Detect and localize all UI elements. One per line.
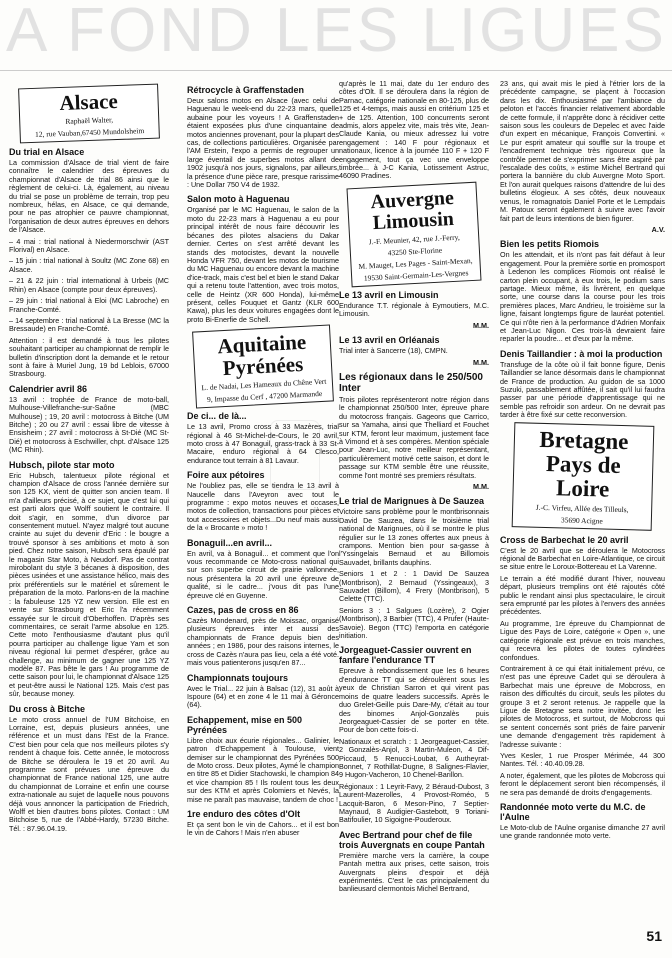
article-title: Hubsch, pilote star moto [9, 459, 115, 470]
article-paragraph: – 15 juin : trial national à Soultz (MC Zone 68) en Alsace. [9, 256, 169, 274]
article-title: Jorgeaguet-Cassier ouvrent en fanfare l'endurance TT [339, 645, 472, 666]
article-paragraph: Organisé par le MC Haguenau, le salon de la moto du 22-23 mars à Haguenau a eu pour principal intérêt de nous faire découvrir les bécanes des pilotes alsaciens du Dakar dernier. Certes on s'est arrêté devant les stands des motocistes, devant la nouvelle Honda VFR 750, devant les motos de tourisme du MC Haguenau ou encore devant la machine d'ice-track, mais c'est bel et bien le stand Dakar qui a retenu toute l'attention, avec trois motos, celle de Heintz (XR 600 Honda), lui-même présent, celles Fouquet et Gantz (KLR 600 Kawa), plus les deux voitures engagées dont le proto Bi-Enerfie de Schell. [187, 205, 339, 324]
article-paragraph: Epreuve à rebondissement que les 6 heures d'endurance TT qui se déroulèrent sous les yeux de Christian Sarron et qui virent pas moins de quatre leaders successifs. Après le duo Grelet-Geille puis Dare-My, c'était au tour des binomes Anjol-Gonzalès puis Jeorgeaguet-Cassier de se porter en tête. Pour de bon cette fois-ci. [339, 666, 489, 735]
article-title: Calendrier avril 86 [9, 383, 88, 394]
region-name: Auvergne Limousin [370, 186, 455, 235]
article-paragraph: Attention : il est demandé à tous les pilotes souhaitant participer au championnat de remplir le bulletin d'inscription dont la demande et le retour sont à faire à Muriel Jung, 19 bd Leblois, 67000 Strasbourg. [9, 335, 169, 379]
column-4 [500, 80, 665, 940]
article-paragraph: Victoire sans problème pour le montbrisonnais David De Sauzea, dans le troisième trial national de Marignues, où il se montre le plus régulier sur le 13 zones offertes aux pneus à crampons. Mention bien pour sa-gasse à l'Yssingelais Bernaud et au Billomois Sauvadet, brillants dauphins. [339, 507, 489, 567]
region-address-line2: 35690 Acigne [560, 515, 603, 526]
article-signature: M.M. [473, 481, 489, 491]
column-2 [187, 80, 339, 940]
article-signature: A.V. [651, 224, 665, 234]
region-name: Aquitaine Pyrénées [216, 329, 307, 381]
article-title: Championnats toujours [187, 672, 288, 683]
article-paragraph: Trial inter à Sancerre (18), CMPN. [339, 346, 448, 356]
region-box-alsace [18, 84, 160, 144]
page-number: 51 [646, 928, 662, 944]
article-paragraph: – 14 septembre : trial national à La Bresse (MC la Bressaude) en Franche-Comté. [9, 315, 169, 334]
article-paragraph: – 29 juin : trial national à Eloi (MC Labroche) en Franche-Comté. [9, 296, 169, 314]
region-name: Bretagne Pays de Loire [538, 426, 629, 502]
article-paragraph: Et ça sent bon le vin de Cahors... et il est bon le vin de Cahors ! Mais n'en abuser [187, 819, 339, 838]
region-box-bretagne [511, 422, 654, 531]
article-paragraph: Endurance T.T. régionale à Eymoutiers, M.C. Limousin. [339, 300, 489, 319]
region-address-line2: 43250 Ste-Florine [387, 245, 443, 258]
article-paragraph: La commission d'Alsace de trial vient de faire connaître le calendrier des épreuves du championnat d'Alsace de trial 86 ainsi que le règlement de celui-ci. Là, également, au niveau du trial se pose un problème de terrain, trop peu nombreux, hélas, en Alsace, ce qui demande, pour ne pas atrophier ce pauvre championnat, l'organisation de deux autres épreuves en dehors de l'Alsace. [9, 158, 169, 235]
article-title: Avec Bertrand pour chef de file trois Auvergnats en coupe Pantah [339, 829, 485, 850]
article-paragraph: Avec le Trial... 22 juin à Balsac (12), 31 août à Ispoure (64) et en zone 4 le 11 mai à Géronce (64). [187, 683, 339, 710]
region-address-line1: L. de Nadai, Les Hameaux du Chêne Vert [201, 376, 327, 393]
article-signature: M.M. [473, 320, 489, 330]
article-paragraph: A noter, également, que les pilotes de Mobcross qui feront le déplacement seront bien récompensés, il ne sera pas demandé de droits d'engagements. [500, 770, 665, 797]
region-address-line1: J.-F. Meunier, 42, rue J.-Ferry, [368, 232, 460, 247]
article-title: Rétrocycle à Graffenstaden [187, 85, 305, 95]
article-paragraph: Contrairement à ce qui était initialement prévu, ce n'est pas une épreuve Cadet qui se déroulera à Barbechat mais une épreuve de Mobcross, en raison des difficultés du circuit, seuls les pilotes du groupe 3 et 2 seront retenus. Je rappelle que la Ligue de Bretagne sera notre invitée, donc les pilotes de Motocross, et surtout, de Mobcross qui se sentent concernés sont priés de faire parvenir une demande d'engagement très rapidement à l'adresse suivante : [500, 663, 665, 749]
region-address-line1: Raphaël Walter, [65, 115, 114, 126]
article-paragraph: Ne l'oubliez pas, elle se tiendra le 13 avril à Naucelle dans l'Aveyron avec tout le programme : expo motos neuves et occases, motos de collection, transactions pour pièces et tout accessoires et objets...Du neuf mais aussi de la « Brocante » moto ! [187, 481, 339, 533]
article-title: Cazes, pas de cross en 86 [187, 605, 299, 616]
article-paragraph: Première marche vers la carrière, la coupe Pantah mettra aux prises, cette saison, trois Auvergnats pleins d'espoir et déjà expérimentés. C'est le cas principalement du banlieusard clermontois Michel Bertrand, [339, 850, 489, 894]
region-box-aquitaine [192, 325, 334, 409]
article-title: Denis Taillandier : à moi la production [500, 348, 663, 359]
article-title: Echappement, mise en 500 Pyrénées [187, 714, 303, 735]
region-address-line3: M. Mauget, Les Pages - Saint-Mexan, [358, 255, 473, 271]
article-paragraph: Le Moto-club de l'Aulne organise dimanche 27 avril une grande randonnée moto verte. [500, 823, 665, 841]
article-paragraph: Au programme, 1re épreuve du Championnat de Ligue des Pays de Loire, catégorie « Open », une catégorie régionale est prévue en trois manches, qui recevra les pilotes de toutes cylindrées confondues. [500, 618, 665, 662]
article-title: Cross de Barbechat le 20 avril [500, 534, 629, 545]
page-header-title: A FOND LES LIGUES [6, 2, 667, 60]
article-signature: M.M. [473, 357, 489, 367]
region-address-line4: 19530 Saint-Germain-Les-Vergnes [363, 268, 469, 283]
article-paragraph: C'est le 20 avril que se déroulera le Motocross régional de Barbechat en Loire-Atlantique, ce circuit se situe entre le Loroux-Bottereau et La Varenne. [500, 545, 665, 572]
article-paragraph: 13 avril : trophée de France de moto-ball, Mulhouse-Villefranche-sur-Saône (MBC Mulhouse) ; 19, 20 avril : motocross à Bitche (UM Bitche) ; 20 ou 27 avril : essai libre de vitesse à Ensisheim ; 27 avril : motocross à St-Dié (MC St-Dié) et motocross à Eschwiller, chpt. d'Alsace 125 (MC Rhin). [9, 394, 169, 455]
article-paragraph: Régionaux : 1 Leyrit-Favy, 2 Béraud-Dubost, 3 Laurent-Mazerolles, 4 Provost-Roméo, 5 Lacquit-Baron, 6 Meson-Pino, 7 Septier-Maynaud, 8 Audigier-Gastebott, 9 Toriani-Batifoulier, 10 Sigoigne-Pouderoux. [339, 781, 489, 825]
article-title: Le 13 avril en Limousin [339, 289, 439, 300]
region-box-auvergne [346, 182, 481, 288]
article-title: Foire aux pétoires [187, 470, 265, 481]
column-3 [339, 80, 489, 940]
article-title: Les régionaux dans le 250/500 Inter [339, 371, 483, 394]
article-title: Salon moto à Haguenau [187, 194, 290, 205]
article-title: Du cross à Bitche [9, 703, 86, 714]
article-paragraph: – 21 & 22 juin : trial international à Urbeis (MC Rhin) en Alsace (compte pour deux épreuves). [9, 276, 169, 294]
header-divider [0, 70, 672, 71]
article-paragraph: Deux salons motos en Alsace (avec celui de Haguenau le week-end du 22-23 mars, quelle aubaine pour les voyeurs ! A Graffenstaden étaient exposées plus d'une cinquantaine de motos anciennes provenant, pour la plupart des cas, de collections particulières. Organisée par l'AM Erstein, l'expo a permis de regrouper un large éventail de superbes motos allant de 1902 jusqu'à nos jours, signalons, par ailleurs, la présence d'une pièce rare, presque rarissime : Une Dollar 750 V4 de 1932. [187, 96, 339, 190]
article-title: 1re enduro des côtes d'Olt [187, 808, 301, 819]
article-paragraph: – 4 mai : trial national à Niedermorschwir (AST Florival) en Alsace. [9, 236, 169, 255]
article-paragraph: Cazès Mondenard, près de Moissac, organisé plusieurs épreuves inter et aussi des championnats de France depuis bien des années ; en 1986, pour des raisons internes, le cross de Cazès n'aura pas lieu, cela a été voté. mais vous patienterons jusqu'en 87... [187, 616, 339, 668]
region-name: Alsace [59, 88, 119, 116]
article-title: De ci... de là... [187, 411, 247, 422]
article-paragraph: Le moto cross annuel de l'UM Bitchoise, en Lorraine, est, depuis plusieurs années, une référence et un must dans l'Est de la France. C'est bien pour cela que nos meilleurs pilotes s'y rendent à chaque fois. Cette année, le motocross de Bitche se déroulera le 19 et 20 avril. Au programme sont prévues une épreuve du championnat de France national 125, une autre du championnat de Lorraine et enfin une course extra-nationale au sujet de laquelle nous pouvons déjà vous annoncer la participation de Friedrich, Wolff et bien d'autres bons pilotes. Contact : UM Bitchoise 5, rue de l'Abbé-Hardy, 57230 Bitche. Tél. : 87.96.04.19. [9, 714, 169, 833]
article-paragraph: Le terrain a été modifié durant l'hiver, nouveau départ, plusieurs tremplins ont été rajoutés côté public le rendant ainsi plus spectaculaire, le circuit sera emprunté par les pilotes à l'envers des années précédentes. [500, 573, 665, 617]
article-title: Le 13 avril en Orléanais [339, 335, 440, 346]
article-paragraph: On les attendait, et ils n'ont pas fait défaut à leur engagement. Pour la première sortie en promosport à Ledenon les complices Riomois ont réalisé le carton plein occupant, à eux trois, le podium sans partage. Mieux même, ils livrèrent, en quelque sorte, une course dans la course pour les trois premières places, Marc Andrieu, le troisième sur la ligne, faisant longtemps figure de lauréat potentiel. Ce qui n'ôte rien à la performance d'Adrien Monfaix et Jean-Luc Nigon. Ces trois-là devraient faire reparler la poudre... et d'eux par la même. [500, 250, 665, 344]
article-paragraph: Seniors 3 : 1 Salgues (Lozère), 2 Ogier (Montbrison), 3 Barbier (TTC), 4 Prufer (Haute-Savoie). Begon (TTC) l'emporta en catégorie initiation. [339, 605, 489, 641]
region-address-line2: 9, Impasse du Cerf , 47200 Marmande [206, 389, 323, 405]
article-title: Bonaguil...en avril... [187, 537, 273, 548]
article-title: Bien les petits Riomois [500, 239, 600, 250]
article-title: Randonnée moto verte du M.C. de l'Aulne [500, 802, 646, 822]
article-paragraph: En avril, va à Bonaguil... et comment que l'on vous recommande ce Moto-cross national qui sur son superbe circuit de prairie vallonnée, nous présentera la 20 avril une épreuve de qualité, si le cadre... j'vous dit pas l'une épreuve clé en Guyenne. [187, 548, 339, 600]
article-title: Du trial en Alsace [9, 147, 85, 157]
article-paragraph: Trois pilotes représenteront notre région dans le championnat 250/500 Inter, épreuve phare du motocross français. Gageons que Carrico, sur sa Yamaha, ainsi que Thelliard et Fouchet sur KTM, feront leur maximum, justement face à Vimond et à ses compères. Mention spéciale pour Jean-Luc, notre meilleur représentant, particulièrement motivé cette saison, et dont le passage sur KTM semble être une réussite, comme l'ont montré ses premiers résultats. [339, 394, 489, 480]
article-paragraph: Yves Kesler, 1 rue Prosper Mérimée, 44 300 Nantes. Tél. : 40.40.09.28. [500, 750, 665, 769]
article-paragraph: Transfuge de la côte où il fait bonne figure, Denis Taillandier se lance désormais dans le championnat de France de production. Au guidon de sa 1000 Suzuki, passablement affûtée, il sait qu'il lui faudra passer par une période d'apprentissage qui ne semble pas refroidir son ardeur. On ne devrait pas tarder à être fixé sur cette reconversion. [500, 359, 665, 420]
article-paragraph: qu'après le 11 mai, date du 1er enduro des côtes d'Olt. Il se déroulera dans la région de Parnac, catégorie nationale en 80-125, plus de 125 et 4-temps, mais aussi en critérium 125 et + de 125. Attention, 100 concurrents seront admis, alors appelez vite, mais très vite, Jean-Claude Kania, ou mieux adressez lui votre engagement : 140 F pour régionaux et nationaux, licence à la journée 110 F + 120 F engagement, tout ça vec une enveloppe timbrée... à J-C Kania, Lotissement Astruc, 46090 Pradines. [339, 80, 489, 181]
region-address-line2: 12, rue Vauban,67450 Mundolsheim [34, 126, 145, 139]
article-paragraph: Le 13 avril, Promo cross à 33 Mazères, trial régional à 46 St-Michel-de-Cours, le 20 avril, moto cross à 47 Bonaguil, grass-track à 33 St-Macaire, enduro régional à 64 Clesco, endurance tout terrain à 81 Lavaur. [187, 422, 339, 465]
region-address-line1: J.-C. Virfeu, Allée des Tilleuls, [535, 502, 629, 514]
article-paragraph: 23 ans, qui avait mis le pied à l'étrier lors de la précédente campagne, se plaçent à l'occasion dans les dix. Enthousiasmé par l'ambiance du peloton et l'accès financier relativement abordable de cette formule, il n'apprête donc à récidiver cette saison sous les couleurs de Depelec et avec l'aide d'un expert en mécanique, François Convertini. « Le pur esprit amateur qui souffle sur la troupe et l'encadrement technique très rigoureux que la contrôle permet de s'exprimer sans être aspiré par l'escalade des coûts, » estime Michel Bertrand qui portera la bannière du club Auvergne Moto Sport. Et l'on aurait quelques raisons d'attendre de lui des bulletins élogieux. A ses côtés, deux nouveaux venus, le romagnatois Daniel Porte et le Lempdais M. Patoux seront également à suivre avec l'avoir fait part de leurs intentions de bien figurer. [500, 80, 665, 223]
column-1 [9, 80, 169, 940]
article-paragraph: Libre choix aux écurie régionales... Galinier, le patron d'Echappement à Toulouse, vient demiser sur le championnat des Pyrénées 500 de Moto cross. Deux pilotes, Aymé le champion en titre 85 et Didier Stachowski, le champion 84 et vice champion 85 ! Ils roulent tous les deux sur des KTM et après Colomiers et Nevés, la mise ne paraît pas mauvaise, tandem de choc ! [187, 735, 339, 804]
article-paragraph: Nationaux et scratch : 1 Jeorgeaguet-Cassier, 2 Gonzalès-Anjol, 3 Martin-Muleon, 4 Dif-Piccaud, 5 Renucci-Loubat, 6 Autheyrat-Bonnet, 7 Rothillat-Dugne, 8 Salignes-Flavier, 9 Hugon-Vacheron, 10 Chenel-Barillon. [339, 736, 489, 780]
article-paragraph: Seniors 1 et 2 : 1 David De Sauzea (Montbrison), 2 Bernaud (Yssingeaux), 3 Sauvadet (Billom), 4 Frery (Montbrison), 5 Celette (TTC). [339, 569, 489, 604]
article-title: Le trial de Marignues à De Sauzea [339, 496, 485, 507]
article-paragraph: Eric Hubsch, talentueux pilote régional et champion d'Alsace de cross l'année dernière sur son 125 KX, vient de quitter son ancien team. Il m'a d'ailleurs précisé, à ce sujet, que c'est lui qui est parti alors que Wolff soutient le contraire. Il doit s'agir, en somme, d'un divorce par consentement mutuel. N'ayez malgré tout aucune crainte au sujet du devenir d'Eric : le bougre a trouvé sponsor à ses ambitions et moto à son pied. Chez notre saison, Hubsch sera épaulé par le magasin Star Moto, à Neudorf. Pas de contrat mirobolant du style 3 bécanes à disposition, des pièces usinées et une assistance hélico, mais des prix préférentiels sur le matériel et sûrement le préparation de la moto. Parlons-en de la machine : la fabuleuse 125 YZ new version. Elle est en vente sur Strasbourg et Eric l'a récemment essayée sur le circuit d'Oberhoffen. D'après ses commentaires, ce serait l'arme absolue en 125. Cette moto l'enthousiasme d'autant plus qu'il pourra participer au challenge ligue Yam et son niveau régional lui permet d'espérer, grâce au challenge, au minimum de gagner une 125 YZ modèle 87. Pas bête le gars ! Au programme de cette saison pour lui, le championnat d'Alsace 125 et peut-être aussi le National 125. Mais c'est pas sûr, because money. [9, 470, 169, 699]
